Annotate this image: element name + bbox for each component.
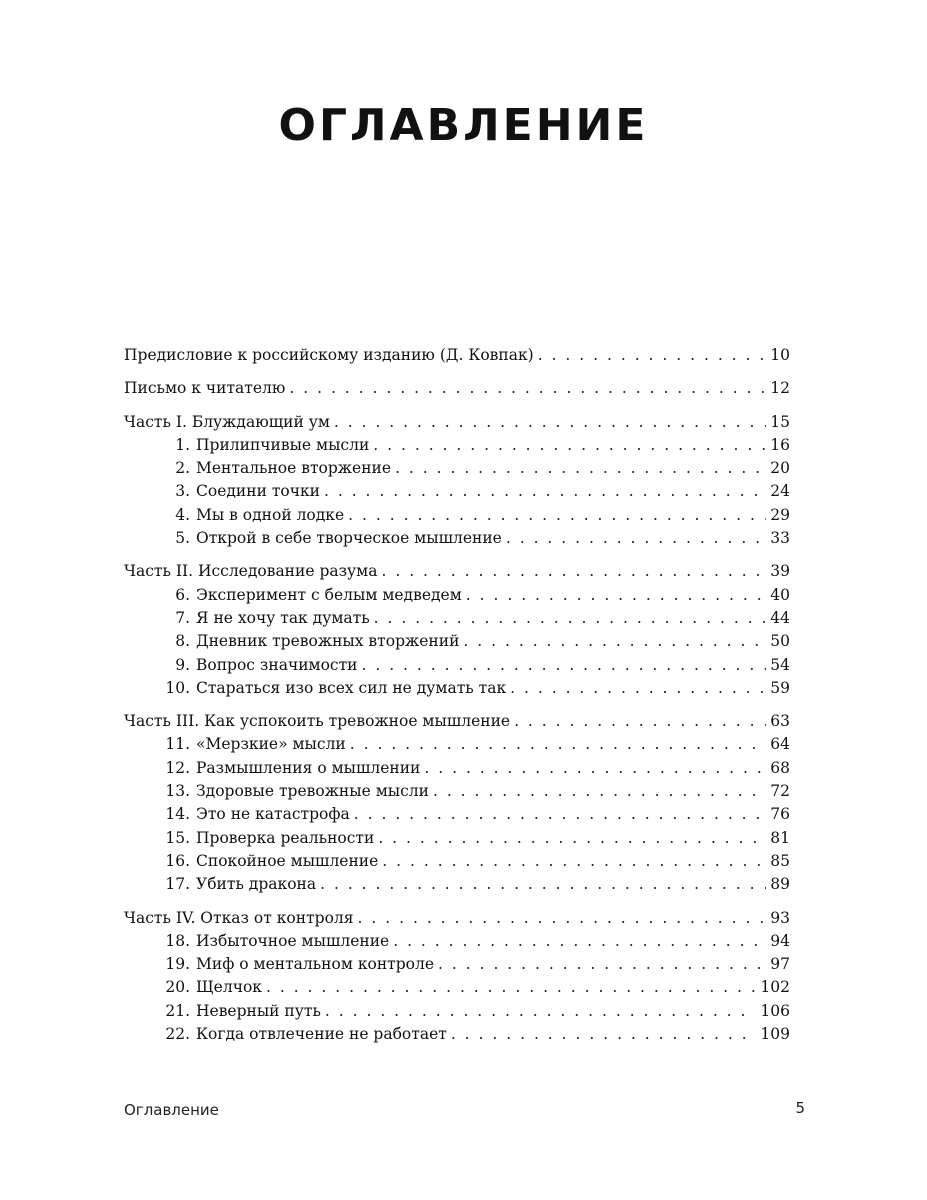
toc-entry-number: 13. xyxy=(165,782,190,801)
toc-entry-number: 21. xyxy=(165,1001,190,1020)
toc-part-entry[interactable] xyxy=(124,560,790,583)
toc-entry-page: 68 xyxy=(770,758,790,777)
toc-entry-page: 24 xyxy=(770,482,790,501)
toc-chapter-entry[interactable] xyxy=(124,654,790,677)
toc-entry-page: 89 xyxy=(770,875,790,894)
toc-entry-title: Неверный путь xyxy=(196,1001,321,1020)
toc-group xyxy=(124,560,790,700)
toc-dot-leader xyxy=(510,677,766,700)
toc-entry-title: Часть IV. Отказ от контроля xyxy=(124,908,354,927)
toc-chapter-entry[interactable] xyxy=(124,527,790,550)
toc-dot-leader xyxy=(424,757,766,780)
toc-entry-number: 16. xyxy=(165,851,190,870)
toc-dot-leader xyxy=(373,434,766,457)
toc-entry-title: Щелчок xyxy=(196,978,262,997)
toc-entry-page: 33 xyxy=(770,529,790,548)
toc-chapter-entry[interactable] xyxy=(124,607,790,630)
toc-chapter-entry[interactable] xyxy=(124,953,790,976)
toc-entry-title: Миф о ментальном контроле xyxy=(196,955,435,974)
toc-entry-number: 12. xyxy=(165,758,190,777)
toc-entry-page: 109 xyxy=(760,1025,790,1044)
toc-entry-page: 16 xyxy=(770,435,790,454)
toc-entry-title: Вопрос значимости xyxy=(196,655,358,674)
toc-dot-leader xyxy=(451,1023,757,1046)
toc-entry-title: Часть I. Блуждающий ум xyxy=(124,412,330,431)
toc-entry-title: Открой в себе творческое мышление xyxy=(196,529,502,548)
toc-entry-number: 2. xyxy=(175,459,190,478)
toc-chapter-entry[interactable] xyxy=(124,757,790,780)
toc-dot-leader xyxy=(514,710,766,733)
toc-group xyxy=(124,907,790,1047)
toc-entry-title: Размышления о мышлении xyxy=(196,758,421,777)
toc-part-entry[interactable] xyxy=(124,907,790,930)
toc-entry-title: Эксперимент с белым медведем xyxy=(196,585,462,604)
toc-entry-page: 81 xyxy=(770,828,790,847)
toc-dot-leader xyxy=(382,850,766,873)
toc-dot-leader xyxy=(506,527,766,550)
toc-entry-page: 15 xyxy=(770,412,790,431)
toc-entry-number: 1. xyxy=(175,435,190,454)
toc-entry-title: Часть II. Исследование разума xyxy=(124,562,378,581)
toc-entry-page: 102 xyxy=(760,978,790,997)
toc-entry-title: Здоровые тревожные мысли xyxy=(196,782,429,801)
toc-group xyxy=(124,344,790,367)
toc-entry-title: Я не хочу так думать xyxy=(196,608,370,627)
toc-entry-number: 8. xyxy=(175,632,190,651)
toc-entry-title: Прилипчивые мысли xyxy=(196,435,370,454)
toc-dot-leader xyxy=(463,630,766,653)
toc-entry-page: 64 xyxy=(770,735,790,754)
toc-dot-leader xyxy=(266,976,756,999)
toc-entry-number: 10. xyxy=(165,678,190,697)
toc-chapter-entry[interactable] xyxy=(124,1000,790,1023)
toc-entry-page: 85 xyxy=(770,851,790,870)
toc-group xyxy=(124,710,790,896)
toc-dot-leader xyxy=(362,654,767,677)
toc-part-entry[interactable] xyxy=(124,344,790,367)
toc-entry-title: Ментальное вторжение xyxy=(196,459,392,478)
toc-chapter-entry[interactable] xyxy=(124,976,790,999)
toc-dot-leader xyxy=(325,1000,757,1023)
toc-entry-page: 63 xyxy=(770,712,790,731)
toc-entry-title: Часть III. Как успокоить тревожное мышление xyxy=(124,712,511,731)
toc-entry-page: 20 xyxy=(770,459,790,478)
toc-entry-page: 29 xyxy=(770,505,790,524)
toc-chapter-entry[interactable] xyxy=(124,827,790,850)
page-title: ОГЛАВЛЕНИЕ xyxy=(278,100,649,151)
toc-dot-leader xyxy=(395,457,766,480)
toc-dot-leader xyxy=(433,780,766,803)
toc-chapter-entry[interactable] xyxy=(124,850,790,873)
table-of-contents xyxy=(124,344,790,1056)
toc-dot-leader xyxy=(466,584,766,607)
toc-chapter-entry[interactable] xyxy=(124,584,790,607)
toc-dot-leader xyxy=(358,907,767,930)
toc-entry-number: 14. xyxy=(165,805,190,824)
toc-entry-title: Письмо к читателю xyxy=(124,379,286,398)
toc-chapter-entry[interactable] xyxy=(124,780,790,803)
toc-entry-number: 22. xyxy=(165,1025,190,1044)
toc-dot-leader xyxy=(334,411,766,434)
toc-chapter-entry[interactable] xyxy=(124,930,790,953)
toc-part-entry[interactable] xyxy=(124,411,790,434)
toc-entry-page: 94 xyxy=(770,931,790,950)
toc-entry-page: 93 xyxy=(770,908,790,927)
toc-part-entry[interactable] xyxy=(124,710,790,733)
toc-entry-page: 54 xyxy=(770,655,790,674)
toc-entry-title: Когда отвлечение не работает xyxy=(196,1025,447,1044)
toc-chapter-entry[interactable] xyxy=(124,733,790,756)
toc-entry-title: Предисловие к российскому изданию (Д. Ковпак) xyxy=(124,346,534,364)
toc-entry-page: 50 xyxy=(770,632,790,651)
toc-dot-leader xyxy=(438,953,766,976)
toc-dot-leader xyxy=(354,803,767,826)
toc-entry-title: Это не катастрофа xyxy=(196,805,350,824)
toc-entry-page: 40 xyxy=(770,585,790,604)
toc-entry-title: Соедини точки xyxy=(196,482,320,501)
toc-entry-number: 11. xyxy=(165,735,190,754)
toc-chapter-entry[interactable] xyxy=(124,480,790,503)
toc-chapter-entry[interactable] xyxy=(124,457,790,480)
toc-entry-title: Стараться изо всех сил не думать так xyxy=(196,678,507,697)
toc-entry-title: «Мерзкие» мысли xyxy=(196,735,346,754)
toc-entry-page: 39 xyxy=(770,562,790,581)
toc-entry-page: 97 xyxy=(770,955,790,974)
toc-dot-leader xyxy=(381,560,766,583)
toc-entry-page: 76 xyxy=(770,805,790,824)
toc-entry-number: 18. xyxy=(165,931,190,950)
toc-entry-number: 17. xyxy=(165,875,190,894)
toc-entry-title: Избыточное мышление xyxy=(196,931,390,950)
toc-entry-number: 19. xyxy=(165,955,190,974)
toc-chapter-entry[interactable] xyxy=(124,873,790,896)
toc-entry-number: 5. xyxy=(175,529,190,548)
toc-entry-title: Спокойное мышление xyxy=(196,851,379,870)
toc-chapter-entry[interactable] xyxy=(124,504,790,527)
toc-entry-number: 4. xyxy=(175,505,190,524)
toc-chapter-entry[interactable] xyxy=(124,803,790,826)
toc-dot-leader xyxy=(393,930,766,953)
toc-group xyxy=(124,411,790,551)
toc-entry-page: 12 xyxy=(770,379,790,398)
toc-chapter-entry[interactable] xyxy=(124,1023,790,1046)
toc-dot-leader xyxy=(324,480,766,503)
toc-dot-leader xyxy=(378,827,766,850)
toc-dot-leader xyxy=(350,733,767,756)
toc-dot-leader xyxy=(348,504,766,527)
toc-entry-title: Убить дракона xyxy=(196,875,317,894)
toc-entry-page: 10 xyxy=(770,346,790,364)
toc-dot-leader xyxy=(320,873,766,896)
toc-chapter-entry[interactable] xyxy=(124,630,790,653)
toc-dot-leader xyxy=(289,377,766,400)
toc-entry-number: 20. xyxy=(165,978,190,997)
toc-chapter-entry[interactable] xyxy=(124,677,790,700)
toc-entry-page: 72 xyxy=(770,782,790,801)
footer-section-title: Оглавление xyxy=(124,1101,219,1119)
toc-entry-page: 44 xyxy=(770,608,790,627)
toc-chapter-entry[interactable] xyxy=(124,434,790,457)
toc-entry-title: Дневник тревожных вторжений xyxy=(196,632,460,651)
toc-dot-leader xyxy=(538,344,767,367)
toc-entry-title: Проверка реальности xyxy=(196,828,375,847)
toc-entry-number: 3. xyxy=(175,482,190,501)
footer-page-number: 5 xyxy=(795,1099,805,1117)
toc-entry-page: 59 xyxy=(770,678,790,697)
toc-group xyxy=(124,377,790,400)
toc-entry-number: 6. xyxy=(175,585,190,604)
toc-entry-title: Мы в одной лодке xyxy=(196,505,345,524)
toc-entry-number: 9. xyxy=(175,655,190,674)
toc-part-entry[interactable] xyxy=(124,377,790,400)
toc-dot-leader xyxy=(374,607,767,630)
toc-entry-number: 7. xyxy=(175,608,190,627)
toc-entry-page: 106 xyxy=(760,1001,790,1020)
toc-entry-number: 15. xyxy=(165,828,190,847)
